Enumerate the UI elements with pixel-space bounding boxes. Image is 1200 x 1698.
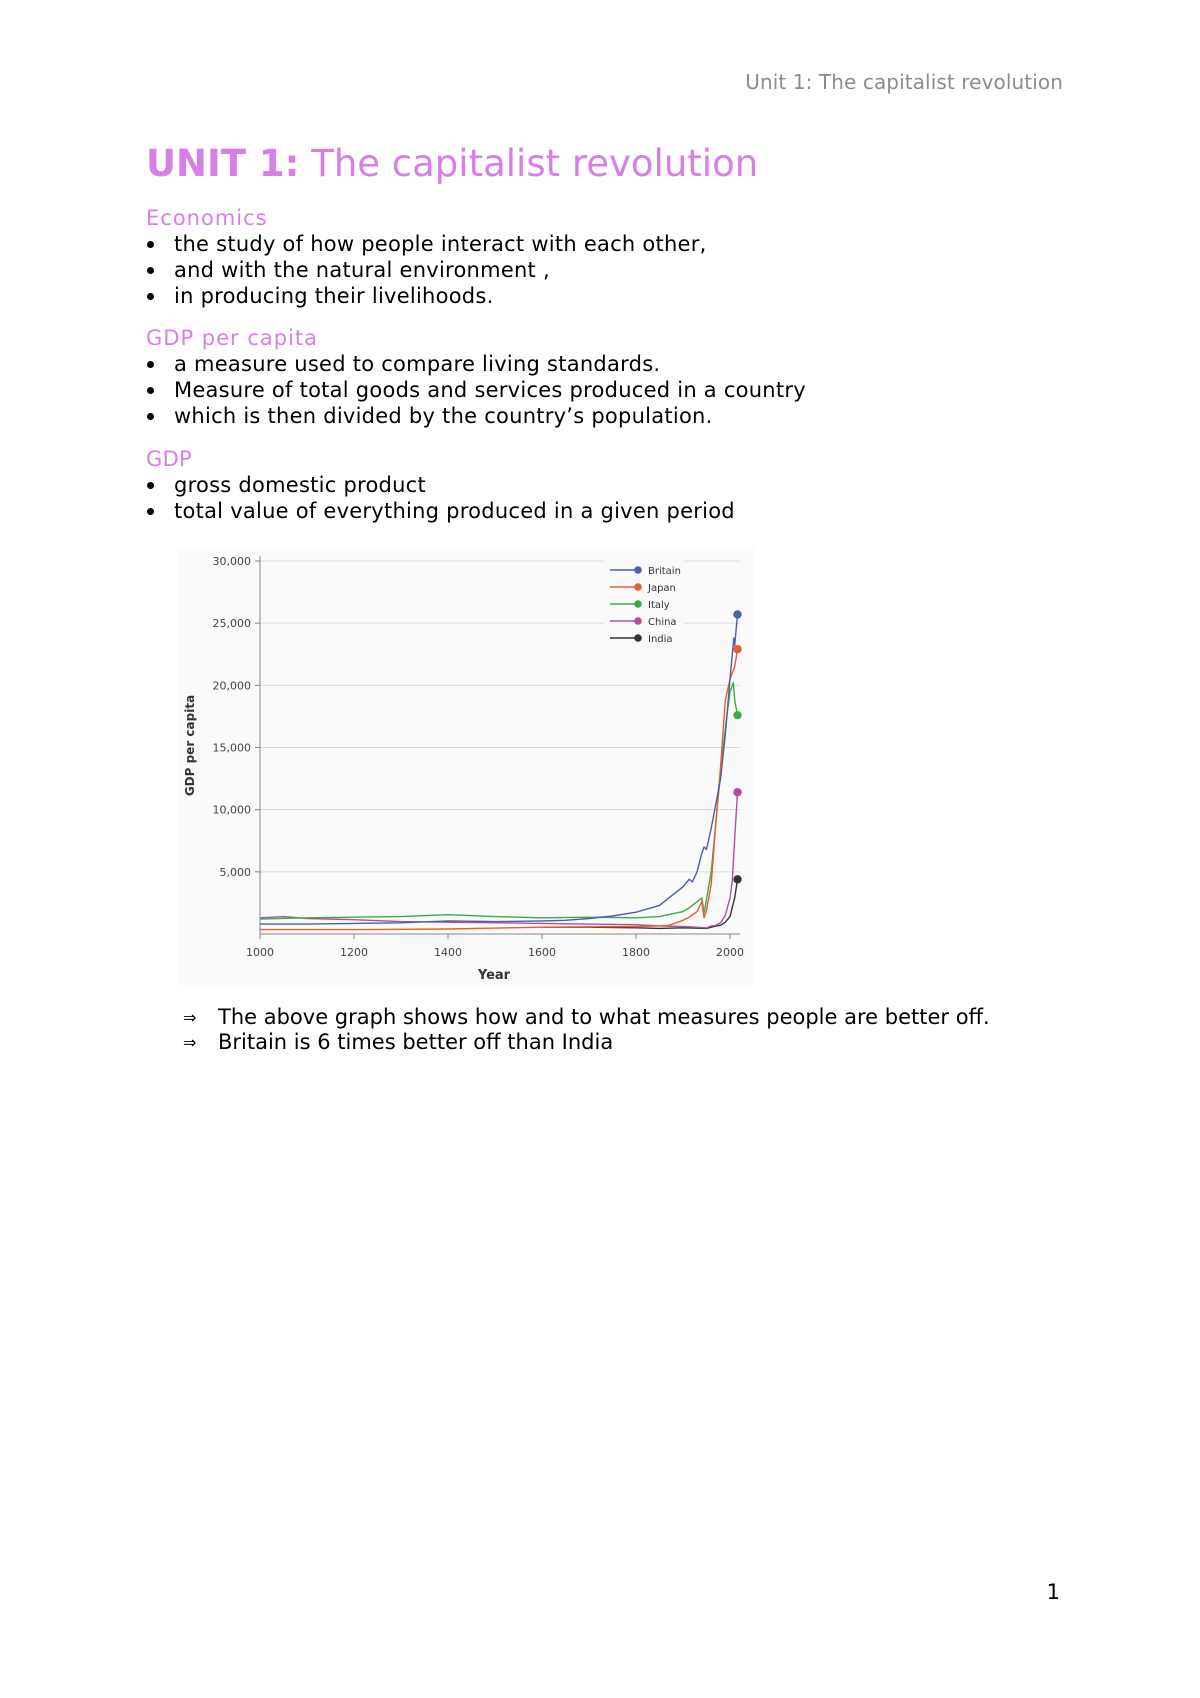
x-tick-label: 2000 <box>716 946 744 959</box>
bullet-dot <box>147 482 154 489</box>
y-tick-label: 10,000 <box>212 803 251 817</box>
legend-label: Italy <box>648 600 670 611</box>
series-line-britain <box>260 615 738 925</box>
series-end-marker-india <box>733 875 741 883</box>
title-unit-label: UNIT 1: <box>146 142 300 185</box>
section-gdp <box>146 446 735 524</box>
legend-label: China <box>648 617 677 628</box>
right-double-arrow-icon: ⇒ <box>183 1008 197 1027</box>
page-number: 1 <box>1046 1580 1060 1604</box>
bullet-item <box>146 377 806 403</box>
section-gdp-per-capita <box>146 325 806 429</box>
bullet-text: a measure used to compare living standards. <box>174 352 661 376</box>
chart-svg <box>177 548 754 985</box>
series-line-china <box>260 792 738 928</box>
bullet-text: and with the natural environment , <box>174 258 550 282</box>
bullet-dot <box>147 413 154 420</box>
y-tick-label: 25,000 <box>212 617 251 631</box>
legend-swatch-marker <box>634 617 642 625</box>
running-header: Unit 1: The capitalist revolution <box>745 70 1063 94</box>
x-tick-label: 1200 <box>340 946 368 959</box>
arrow-note-text: Britain is 6 times better off than India <box>218 1030 614 1054</box>
bullet-dot <box>147 361 154 368</box>
section-heading: GDP <box>146 447 193 471</box>
x-tick-label: 1600 <box>528 946 556 959</box>
legend-swatch-marker <box>634 566 642 574</box>
bullet-dot <box>147 267 154 274</box>
bullet-item <box>146 498 735 524</box>
bullet-text: Measure of total goods and services produced in a country <box>174 378 806 402</box>
bullet-dot <box>147 508 154 515</box>
y-tick-label: 5,000 <box>219 865 251 879</box>
bullet-dot <box>147 387 154 394</box>
bullet-dot <box>147 241 154 248</box>
legend-swatch-marker <box>634 600 642 608</box>
section-heading: Economics <box>146 206 268 230</box>
y-tick-label: 20,000 <box>212 679 251 693</box>
right-double-arrow-icon: ⇒ <box>183 1033 197 1052</box>
legend-label: India <box>648 634 673 645</box>
bullet-text: gross domestic product <box>174 473 426 497</box>
legend-label: Japan <box>648 583 676 594</box>
legend-swatch-marker <box>634 634 642 642</box>
series-end-marker-britain <box>733 610 741 618</box>
bullet-item <box>146 403 806 429</box>
gdp-per-capita-chart <box>177 548 754 985</box>
bullet-item <box>146 472 735 498</box>
bullet-text: total value of everything produced in a given period <box>174 499 735 523</box>
series-line-japan <box>260 649 738 929</box>
section-heading: GDP per capita <box>146 326 319 350</box>
series-end-marker-italy <box>733 711 741 719</box>
x-tick-label: 1400 <box>434 946 462 959</box>
bullet-dot <box>147 293 154 300</box>
legend-label: Britain <box>648 566 681 577</box>
page-title <box>146 142 758 185</box>
bullet-item <box>146 283 707 309</box>
arrow-note-text: The above graph shows how and to what measures people are better off. <box>218 1005 990 1029</box>
y-axis-label: GDP per capita <box>183 694 197 797</box>
bullet-item <box>146 231 707 257</box>
series-end-marker-japan <box>733 645 741 653</box>
series-line-italy <box>260 683 738 919</box>
series-end-marker-china <box>733 788 741 796</box>
bullet-text: in producing their livelihoods. <box>174 284 494 308</box>
bullet-item <box>146 257 707 283</box>
y-tick-label: 15,000 <box>212 741 251 755</box>
x-tick-label: 1000 <box>246 946 274 959</box>
bullet-text: which is then divided by the country’s population. <box>174 404 713 428</box>
x-tick-label: 1800 <box>622 946 650 959</box>
arrow-notes <box>183 1005 990 1055</box>
title-text: The capitalist revolution <box>299 142 759 185</box>
arrow-note <box>183 1030 990 1055</box>
legend-swatch-marker <box>634 583 642 591</box>
bullet-item <box>146 351 806 377</box>
section-economics <box>146 205 707 309</box>
bullet-text: the study of how people interact with each other, <box>174 232 707 256</box>
x-axis-label: Year <box>477 968 511 983</box>
y-tick-label: 30,000 <box>212 555 251 568</box>
arrow-note <box>183 1005 990 1030</box>
